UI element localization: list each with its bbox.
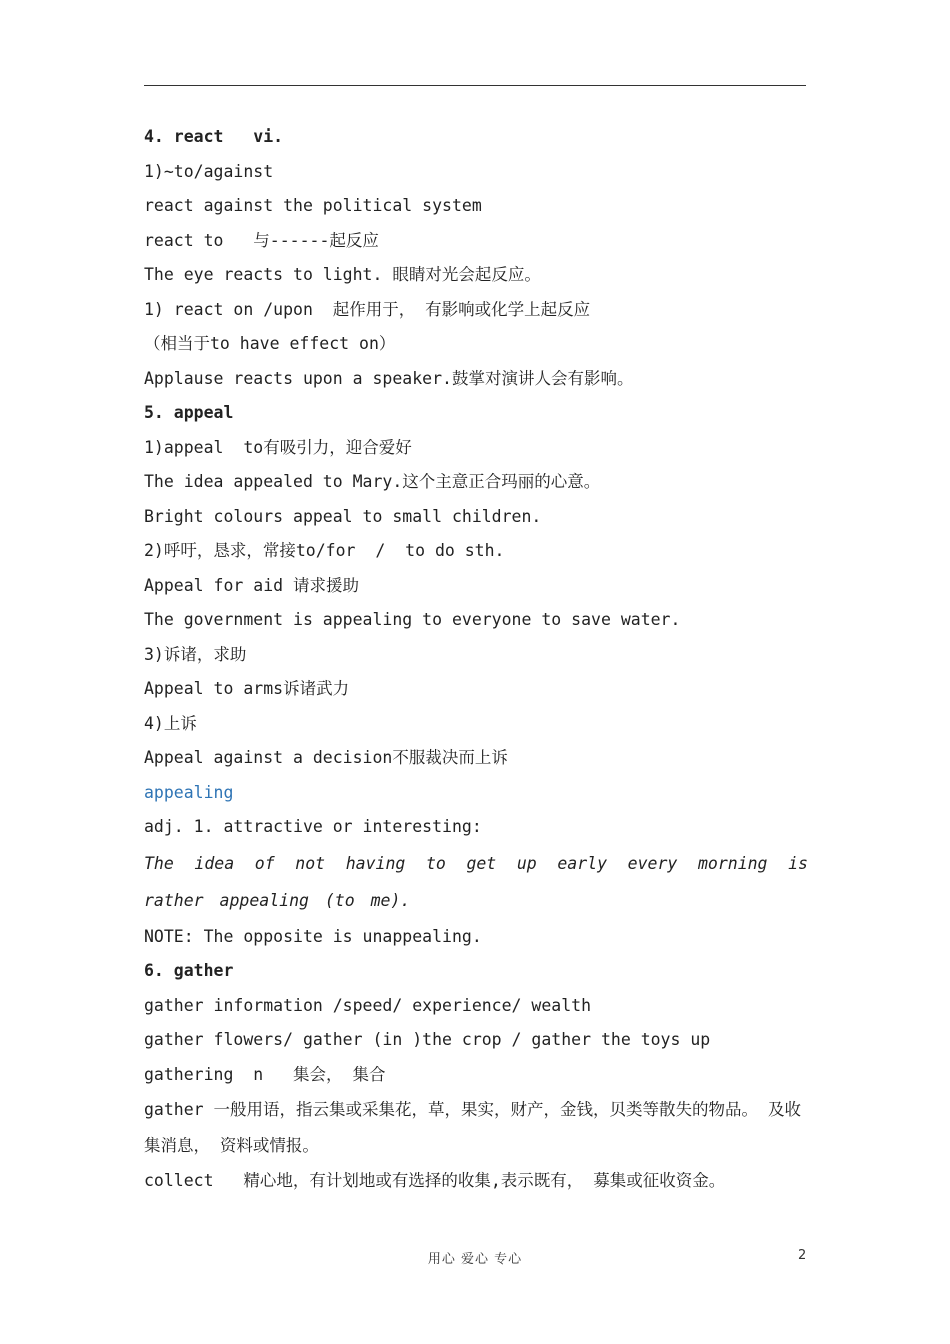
heading-gather: 6. gather: [144, 961, 234, 980]
page-number: 2: [798, 1248, 807, 1263]
text-paragraph: gather 一般用语，指云集或采集花，草，果实，财产，金钱，贝类等散失的物品。 及收集消息， 资料或情报。: [144, 1100, 801, 1155]
text-line: 2)呼吁，恳求，常接to/for / to do sth.: [144, 541, 505, 560]
text-line: NOTE: The opposite is unappealing.: [144, 926, 482, 946]
page-footer: [0, 1248, 950, 1268]
text-line: react to 与------起反应: [144, 230, 379, 250]
text-line: gather information /speed/ experience/ wealth: [144, 995, 592, 1015]
text-line: 1)~to/against: [144, 161, 274, 181]
text-line: 3)诉诸，求助: [144, 644, 247, 664]
text-line: 4)上诉: [144, 713, 197, 733]
text-line: react against the political system: [144, 196, 482, 215]
text-line: gather flowers/ gather (in )the crop / gather the toys up: [144, 1030, 711, 1049]
text-line: Appeal for aid 请求援助: [144, 575, 360, 595]
text-line: 1)appeal to有吸引力，迎合爱好: [144, 437, 412, 457]
heading-appeal: 5. appeal: [144, 403, 234, 422]
text-line: Appeal against a decision不服裁决而上诉: [144, 748, 508, 767]
text-line: 1) react on /upon 起作用于， 有影响或化学上起反应: [144, 299, 591, 319]
text-line: The eye reacts to light. 眼睛对光会起反应。: [144, 265, 541, 284]
text-line: The government is appealing to everyone to save water.: [144, 610, 681, 629]
text-line: The idea appealed to Mary.这个主意正合玛丽的心意。: [144, 472, 601, 491]
footer-motto: 用心 爱心 专心: [427, 1252, 523, 1267]
text-line: Bright colours appeal to small children.: [144, 506, 542, 526]
example-sentence: The idea of not having to get up early every morning is rather appealing (to me).: [144, 853, 808, 910]
text-line: Appeal to arms诉诸武力: [144, 679, 350, 698]
document-body: [144, 120, 808, 1199]
text-line: （相当于to have effect on）: [144, 334, 396, 353]
text-line: Applause reacts upon a speaker.鼓掌对演讲人会有影响。: [144, 368, 634, 388]
text-line: adj. 1. attractive or interesting:: [144, 817, 482, 836]
text-line: gathering n 集会， 集合: [144, 1064, 386, 1084]
appealing-link[interactable]: appealing: [144, 782, 234, 802]
heading-react: 4. react vi.: [144, 127, 284, 146]
text-line: collect 精心地，有计划地或有选择的收集,表示既有， 募集或征收资金。: [144, 1171, 726, 1190]
header-rule: [144, 85, 806, 86]
